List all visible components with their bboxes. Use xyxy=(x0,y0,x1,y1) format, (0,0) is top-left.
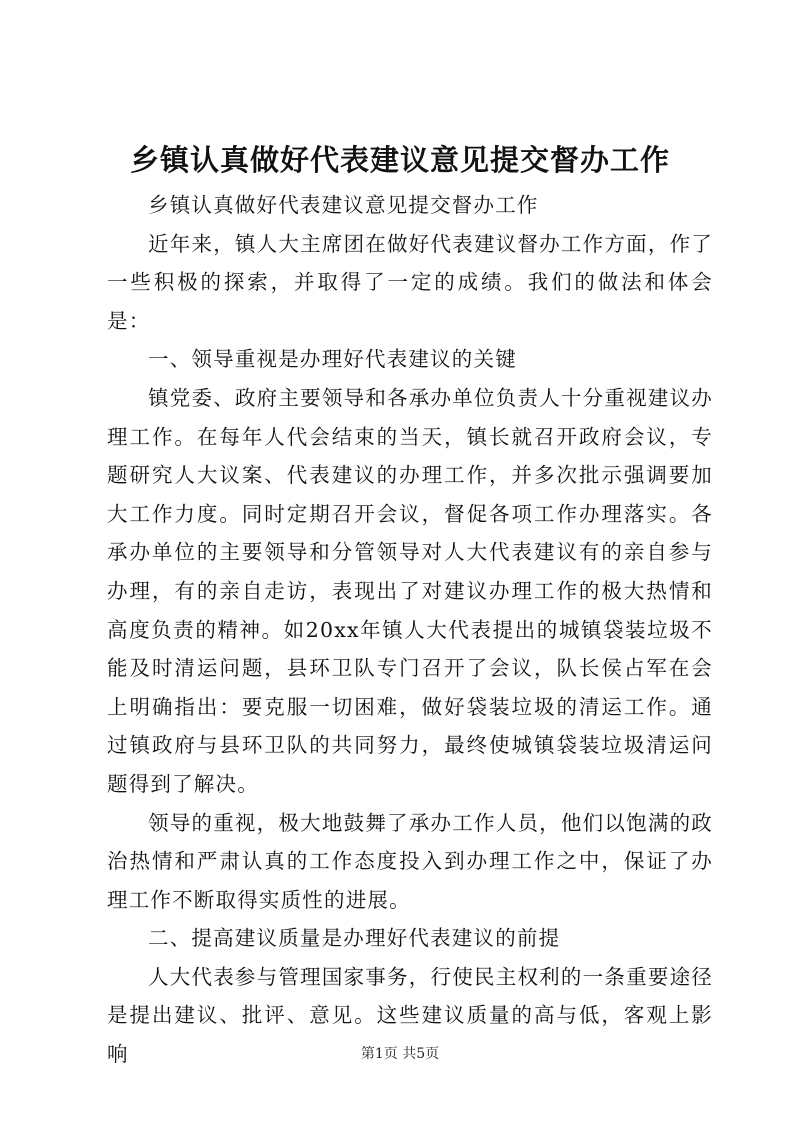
body-paragraph: 人大代表参与管理国家事务，行使民主权利的一条重要途径是提出建议、批评、意见。这些建议质量的高与低，客观上影响 xyxy=(107,964,713,1067)
body-paragraph: 镇党委、政府主要领导和各承办单位负责人十分重视建议办理工作。在每年人代会结束的当天，镇长就召开政府会议，专题研究人大议案、代表建议的办理工作，并多次批示强调要加大工作力度。同时定期召开会议，督促各项工作办理落实。各承办单位的主要领导和分管领导对人大代表建议有的亲自参与办理，有的亲自走访，表现出了对建议办理工作的极大热情和高度负责的精神。如20xx年镇人大代表提出的城镇袋装垃圾不能及时清运问题，县环卫队专门召开了会议，队长侯占军在会上明确指出：要克服一切困难，做好袋装垃圾的清运工作。通过镇政府与县环卫队的共同努力，最终使城镇袋装垃圾清运问题得到了解决。 xyxy=(107,385,713,796)
page-number-footer: 第1页 共5页 xyxy=(360,1046,440,1062)
document-title: 乡镇认真做好代表建议意见提交督办工作 xyxy=(129,143,670,177)
body-paragraph: 领导的重视，极大地鼓舞了承办工作人员，他们以饱满的政治热情和严肃认真的工作态度投入到办理工作之中，保证了办理工作不断取得实质性的进展。 xyxy=(107,810,713,912)
section-heading-2: 二、提高建议质量是办理好代表建议的前提 xyxy=(148,926,561,951)
subtitle-paragraph: 乡镇认真做好代表建议意见提交督办工作 xyxy=(148,193,539,217)
section-heading-1: 一、领导重视是办理好代表建议的关键 xyxy=(148,347,517,372)
document-body xyxy=(107,186,713,1074)
intro-paragraph: 近年来，镇人大主席团在做好代表建议督办工作方面，作了一些积极的探索，并取得了一定的成绩。我们的做法和体会是： xyxy=(107,231,713,333)
